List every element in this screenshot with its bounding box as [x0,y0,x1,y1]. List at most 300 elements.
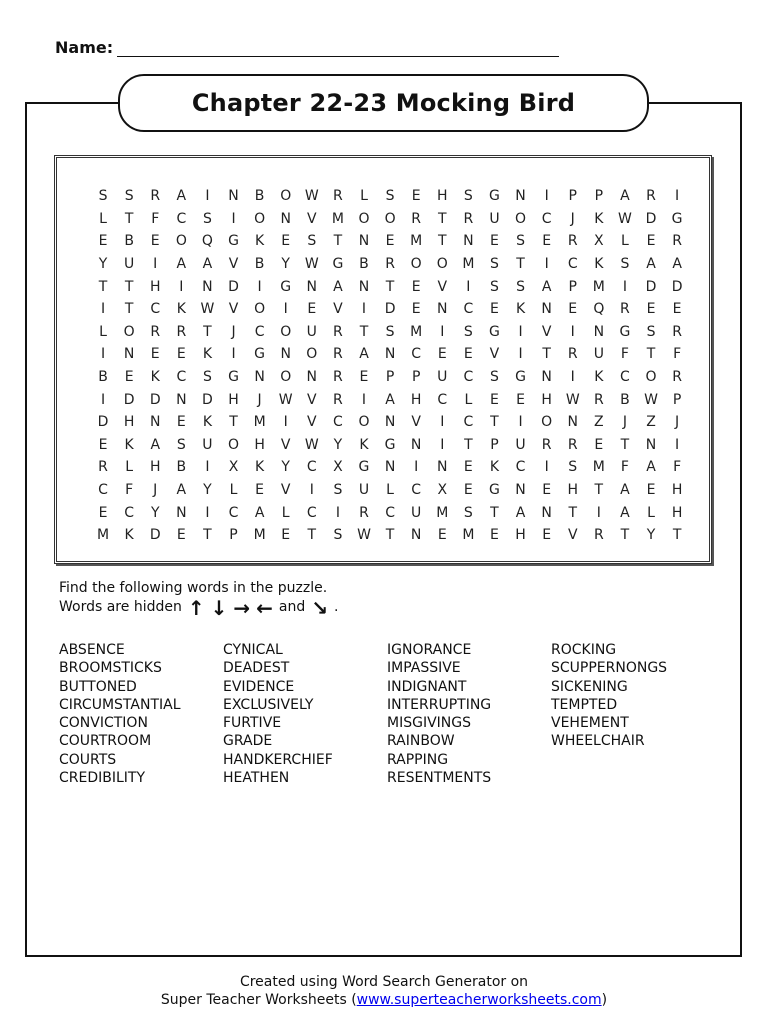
word-item: EXCLUSIVELY [223,696,314,713]
grid-letter: T [307,527,317,544]
grid-letter: P [568,278,577,295]
word-item: COURTROOM [59,733,152,750]
grid-letter: E [411,278,421,295]
grid-letter: E [646,233,656,250]
grid-letter: M [253,527,266,544]
word-item: CREDIBILITY [59,770,146,787]
word-item: VEHEMENT [551,715,629,732]
grid-letter: Q [201,233,213,250]
grid-letter: R [541,436,552,453]
grid-letter: I [440,323,445,340]
grid-letter: E [359,369,369,386]
grid-letter: D [202,391,213,408]
grid-letter: E [98,436,108,453]
grid-letter: N [515,482,526,499]
grid-letter: E [463,459,473,476]
word-item: FURTIVE [223,715,282,732]
grid-letter: M [462,527,475,544]
footer-suffix: ) [601,992,608,1008]
grid-letter: W [304,188,319,205]
grid-letter: N [123,346,135,363]
grid-letter: M [592,459,605,476]
grid-letter: T [646,346,656,363]
grid-letter: M [592,278,605,295]
grid-letter: S [490,278,499,295]
grid-letter: E [307,301,317,318]
grid-letter: F [673,346,682,363]
grid-letter: Y [98,256,108,273]
grid-letter: R [150,188,161,205]
grid-letter: K [202,346,213,363]
grid-letter: C [98,482,108,499]
grid-letter: I [283,301,288,318]
grid-letter: T [620,527,630,544]
grid-letter: T [229,414,238,431]
grid-letter: L [621,233,629,250]
word-item: HEATHEN [223,770,290,787]
grid-letter: D [123,391,135,408]
grid-letter: Y [281,256,290,273]
instructions [59,579,339,620]
grid-letter: V [489,346,500,363]
grid-letter: F [125,482,134,499]
footer [0,973,768,1009]
grid-letter: S [385,188,395,205]
grid-letter: N [202,278,213,295]
grid-letter: S [98,188,108,205]
grid-letter: F [620,346,629,363]
word-item: HANDKERCHIEF [223,751,333,768]
grid-letter: E [542,233,552,250]
grid-letter: E [411,188,421,205]
grid-letter: T [437,210,447,227]
grid-letter: G [228,369,239,386]
grid-letter: H [149,459,161,476]
word-item: IMPASSIVE [387,660,461,677]
word-item: ROCKING [551,642,617,658]
grid-letter: C [176,210,187,227]
grid-letter: I [544,188,549,205]
grid-letter: U [437,369,448,386]
grid-letter: E [281,233,291,250]
footer-prefix: Super Teacher Worksheets ( [160,992,357,1008]
grid-letter: A [150,436,161,453]
grid-letter: A [176,188,187,205]
grid-letter: V [280,482,291,499]
grid-letter: A [646,256,656,273]
grid-letter: Y [150,504,160,521]
grid-letter: S [490,369,499,386]
grid-letter: E [490,391,499,408]
grid-letter: E [490,527,499,544]
grid-letter: S [463,323,473,340]
grid-letter: C [463,369,474,386]
footer-link[interactable]: www.superteacherworksheets.com [356,992,602,1008]
name-field [55,38,559,57]
grid-letter: K [202,414,213,431]
word-item: WHEELCHAIR [551,733,645,750]
grid-letter: Y [203,482,212,499]
grid-letter: A [672,256,682,273]
grid-letter: C [463,301,474,318]
grid-letter: S [333,482,343,499]
grid-letter: H [149,278,161,295]
grid-letter: X [333,459,343,476]
grid-letter: Q [593,301,605,318]
grid-letter: A [515,504,526,521]
word-item: RESENTMENTS [387,770,492,787]
grid-letter: S [202,210,212,227]
grid-letter: N [254,369,265,386]
grid-letter: T [385,278,395,295]
grid-letter: L [125,459,134,476]
grid-letter: I [544,459,549,476]
grid-letter: X [228,459,239,476]
grid-letter: T [594,482,604,499]
word-item: DEADEST [223,660,290,677]
arrow-up-icon: ↑ [187,595,205,620]
grid-letter: A [620,504,630,521]
grid-letter: O [515,210,527,227]
grid-letter: O [645,369,657,386]
grid-letter: G [384,436,396,453]
grid-letter: F [673,459,682,476]
grid-letter: A [176,256,187,273]
grid-letter: B [254,188,265,205]
grid-letter: A [176,482,187,499]
grid-letter: S [463,188,473,205]
grid-letter: V [307,391,317,408]
grid-letter: K [594,369,604,386]
grid-letter: E [490,301,499,318]
grid-letter: K [124,436,134,453]
word-item: BROOMSTICKS [59,660,162,677]
grid-letter: N [280,346,291,363]
grid-letter: S [307,233,317,250]
grid-letter: E [176,414,186,431]
grid-letter: A [646,459,656,476]
grid-letter: C [150,301,161,318]
grid-letter: I [414,459,419,476]
grid-letter: A [359,346,369,363]
grid-letter: G [515,369,526,386]
word-item: BUTTONED [59,678,137,695]
grid-letter: T [124,210,134,227]
grid-letter: T [620,436,630,453]
grid-letter: W [304,436,319,453]
grid-letter: T [437,233,447,250]
grid-letter: E [255,482,265,499]
grid-letter: G [228,233,239,250]
grid-letter: F [620,459,629,476]
grid-letter: A [385,391,395,408]
grid-letter: C [411,482,422,499]
grid-letter: W [200,301,215,318]
grid-letter: J [257,391,262,408]
grid-letter: R [672,369,682,386]
grid-letter: I [675,436,680,453]
word-item: INDIGNANT [387,678,467,695]
word-item: SICKENING [551,678,628,695]
grid-letter: W [278,391,293,408]
grid-letter: A [254,504,265,521]
grid-letter: C [463,414,474,431]
word-item: GRADE [223,733,273,750]
grid-letter: U [306,323,317,340]
grid-letter: E [646,482,656,499]
grid-letter: G [280,278,292,295]
grid-letter: I [231,210,236,227]
grid-letter: A [620,482,630,499]
grid-letter: C [333,414,343,431]
grid-letter: G [619,323,631,340]
grid-letter: D [228,278,239,295]
grid-letter: I [544,256,549,273]
grid-letter: G [489,188,500,205]
arrow-down-right-icon: ↘ [311,595,329,620]
grid-letter: A [202,256,213,273]
grid-letter: K [359,436,369,453]
grid-letter: O [358,210,370,227]
word-item: CIRCUMSTANTIAL [59,696,181,713]
grid-letter: G [489,482,500,499]
grid-letter: O [280,323,292,340]
grid-letter: M [462,256,475,273]
grid-letter: O [280,188,292,205]
grid-letter: P [594,188,604,205]
grid-letter: N [149,414,161,431]
grid-letter: R [646,188,656,205]
grid-letter: D [384,301,396,318]
grid-letter: U [489,210,500,227]
grid-letter: V [228,301,239,318]
word-item: EVIDENCE [223,678,295,695]
grid-letter: I [622,278,627,295]
grid-letter: E [463,346,473,363]
grid-letter: T [490,414,499,431]
grid-letter: C [620,369,630,386]
grid-letter: H [671,482,683,499]
grid-letter: I [675,188,680,205]
grid-letter: R [359,504,369,521]
grid-letter: B [254,256,265,273]
grid-letter: I [100,346,106,363]
grid-letter: P [411,369,421,386]
grid-letter: M [97,527,110,544]
grid-letter: N [541,504,552,521]
grid-letter: C [567,256,578,273]
grid-letter: T [333,233,343,250]
grid-letter: P [490,436,499,453]
footer-line2 [0,991,768,1009]
grid-letter: I [100,391,106,408]
grid-letter: T [203,323,212,340]
grid-letter: I [179,278,184,295]
grid-letter: N [437,301,448,318]
grid-letter: H [123,414,135,431]
grid-letter: H [671,504,683,521]
grid-letter: V [437,278,448,295]
grid-letter: Z [646,414,656,431]
grid-letter: N [358,278,370,295]
grid-letter: C [306,504,317,521]
word-item: MISGIVINGS [387,715,471,732]
grid-letter: D [671,278,683,295]
grid-letter: J [675,414,680,431]
grid-letter: B [176,459,187,476]
grid-letter: K [255,233,265,250]
grid-letter: I [153,256,158,273]
arrow-left-icon: ← [256,595,273,620]
grid-letter: P [385,369,395,386]
grid-letter: R [567,233,578,250]
grid-letter: E [385,233,395,250]
grid-letter: K [515,301,526,318]
grid-letter: H [541,391,552,408]
grid-letter: W [304,256,319,273]
grid-letter: M [253,414,266,431]
grid-letter: E [437,346,447,363]
grid-letter: T [359,323,369,340]
grid-letter: E [490,233,499,250]
grid-letter: C [124,504,135,521]
word-item: RAPPING [387,751,449,768]
grid-letter: C [176,369,187,386]
grid-letter: L [99,210,107,227]
grid-letter: S [176,436,186,453]
footer-line1: Created using Word Search Generator on [239,974,529,990]
grid-letter: O [123,323,135,340]
grid-letter: B [359,256,369,273]
grid-letter: T [124,301,134,318]
grid-letter: W [357,527,371,544]
grid-letter: K [176,301,186,318]
grid-letter: X [437,482,448,499]
grid-letter: E [463,482,473,499]
instructions-line1: Find the following words in the puzzle. [59,580,328,596]
grid-letter: E [542,527,552,544]
grid-letter: T [464,436,473,453]
grid-letter: U [358,482,370,499]
grid-letter: O [384,210,396,227]
grid-letter: I [283,414,288,431]
grid-letter: C [541,210,552,227]
grid-letter: H [437,188,448,205]
grid-letter: N [384,346,396,363]
grid-letter: R [593,527,604,544]
grid-letter: N [593,323,605,340]
grid-letter: E [542,482,552,499]
grid-letter: W [644,391,658,408]
arrow-right-icon: → [233,595,251,620]
word-item: CONVICTION [59,715,148,732]
grid-letter: N [410,527,422,544]
grid-letter: N [515,188,526,205]
grid-letter: N [437,459,448,476]
grid-letter: R [385,256,395,273]
word-column [387,641,551,787]
grid-letter: O [254,301,266,318]
grid-letter: R [333,323,343,340]
grid-letter: E [150,346,160,363]
grid-letter: U [515,436,526,453]
grid-letter: O [254,210,266,227]
page-title: Chapter 22-23 Mocking Bird [191,89,576,117]
grid-letter: C [385,504,395,521]
grid-letter: U [202,436,213,453]
grid-letter: Z [594,414,604,431]
grid-letter: L [99,323,107,340]
grid-letter: D [149,391,161,408]
instructions-period: . [334,599,339,615]
grid-letter: I [466,278,471,295]
grid-letter: C [254,323,265,340]
grid-letter: D [645,210,657,227]
grid-letter: O [436,256,448,273]
grid-letter: V [541,323,552,340]
word-item: TEMPTED [551,696,618,713]
grid-letter: T [490,504,499,521]
grid-letter: O [410,256,422,273]
grid-letter: N [306,369,318,386]
grid-letter: Y [646,527,656,544]
grid-letter: N [384,414,396,431]
grid-letter: L [386,482,394,499]
grid-letter: R [593,391,604,408]
grid-letter: F [151,210,160,227]
grid-letter: A [620,188,630,205]
word-column [551,641,715,787]
grid-letter: N [410,436,422,453]
grid-letter: I [570,323,575,340]
grid-letter: T [385,527,395,544]
grid-letter: E [98,504,108,521]
grid-letter: R [672,323,682,340]
grid-letter: R [333,346,343,363]
grid-letter: N [384,459,396,476]
grid-letter: P [672,391,682,408]
grid-letter: U [411,504,422,521]
grid-letter: N [541,301,552,318]
grid-letter: N [176,504,187,521]
grid-letter: C [228,504,239,521]
grid-letter: Y [333,436,343,453]
grid-letter: E [437,527,447,544]
grid-letter: M [410,323,423,340]
grid-letter: B [620,391,630,408]
grid-letter: W [618,210,632,227]
word-item: SCUPPERNONGS [551,660,668,677]
grid-letter: R [176,323,187,340]
grid-letter: T [203,527,212,544]
grid-letter: P [568,188,577,205]
grid-letter: I [440,436,445,453]
grid-letter: E [516,391,525,408]
grid-letter: Y [281,459,290,476]
grid-letter: C [437,391,448,408]
grid-letter: S [202,369,212,386]
grid-letter: R [672,233,682,250]
grid-letter: I [596,504,601,521]
grid-letter: O [358,414,370,431]
grid-letter: A [333,278,343,295]
grid-letter: I [100,301,106,318]
grid-letter: J [153,482,158,499]
word-column [223,641,387,787]
grid-letter: G [358,459,370,476]
grid-letter: V [333,301,343,318]
instructions-hidden-label: Words are hidden [59,599,182,615]
